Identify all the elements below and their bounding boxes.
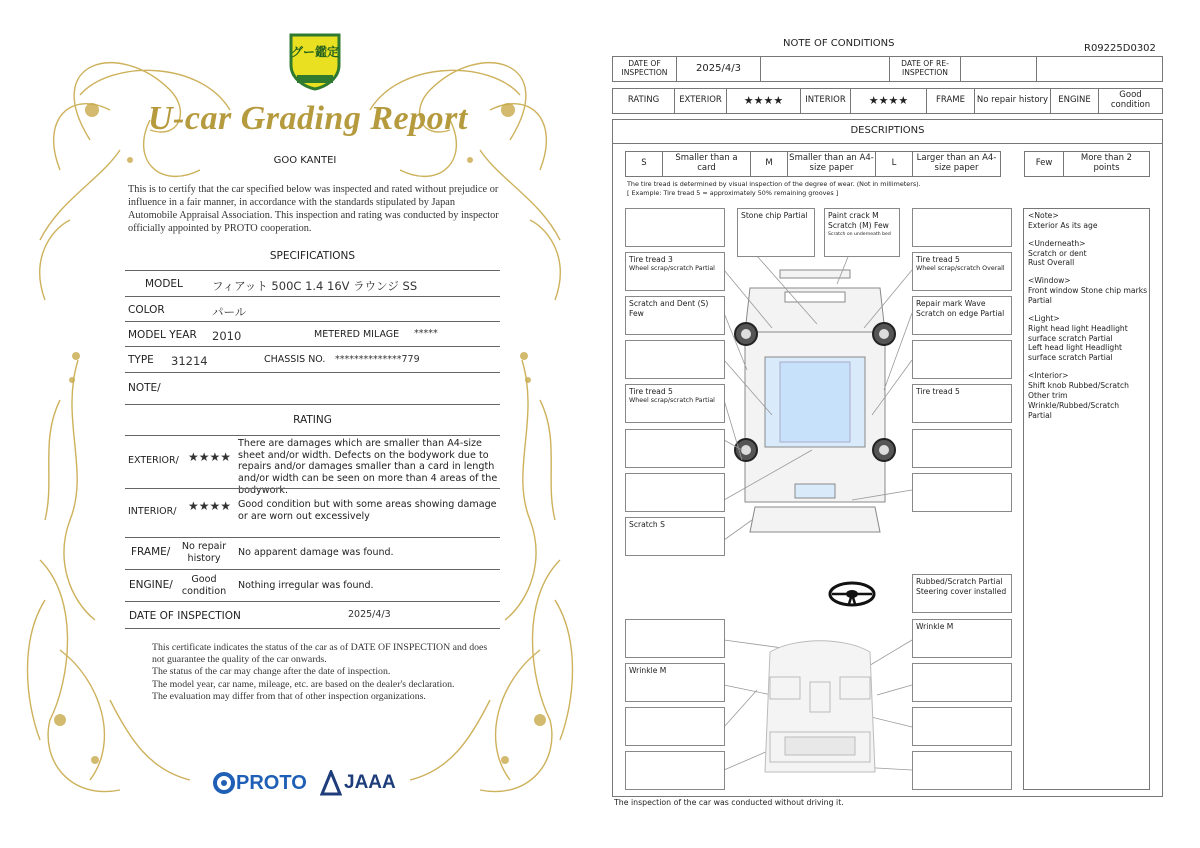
date-of-inspection-label: DATE OF INSPECTION [612, 56, 677, 82]
goo-kantei-badge [287, 31, 343, 91]
interior-label: INTERIOR/ [128, 506, 177, 517]
rating-heading: RATING [293, 414, 332, 426]
divider [125, 435, 500, 436]
interior-description: Good condition but with some areas showing damage or are worn out excessively [238, 499, 497, 522]
note-label: NOTE/ [128, 382, 161, 394]
divider [125, 270, 500, 271]
report-title: U-car Grading Report [148, 100, 468, 137]
description-box-paint-crack [824, 208, 900, 257]
model-year-label: MODEL YEAR [128, 329, 197, 341]
legend-s: S [625, 151, 663, 177]
notes-list [1028, 211, 1148, 428]
reference-number: R09225D0302 [1084, 43, 1156, 54]
legend-m-desc: Smaller than an A4-size paper [787, 151, 876, 177]
disclaimer-line: The evaluation may differ from that of other inspection organizations. [152, 690, 426, 702]
tread-note [627, 180, 921, 199]
note-item: <Underneath> Scratch or dent Rust Overall [1028, 238, 1087, 268]
legend-few: Few [1024, 151, 1064, 177]
jaaa-logo-text: JAAA [344, 772, 396, 793]
jaaa-logo [320, 770, 396, 796]
box-text: Scratch (M) Few [828, 221, 889, 231]
divider [125, 404, 500, 405]
note-item: <Interior> Shift knob Rubbed/Scratch Other trim Wrinkle/Rubbed/Scratch Partial [1028, 371, 1129, 420]
date-value: 2025/4/3 [348, 609, 391, 620]
description-box [912, 473, 1012, 512]
interior-stars: ★★★★ [850, 88, 927, 114]
frame-value: No repair history [974, 88, 1051, 114]
mileage-label: METERED MILAGE [314, 329, 400, 340]
divider [612, 143, 1163, 144]
proto-mark-icon [212, 771, 236, 795]
description-box [912, 751, 1012, 790]
description-box-tire-front-left [625, 252, 725, 291]
engine-value: Good condition [181, 574, 227, 597]
exterior-stars: ★★★★ [726, 88, 801, 114]
legend-l: L [875, 151, 913, 177]
disclaimer [152, 642, 492, 703]
reinspection-value [960, 56, 1037, 82]
description-box-wrinkle-left [625, 663, 725, 702]
description-box-steering [912, 574, 1012, 613]
description-box [625, 473, 725, 512]
box-text: Stone chip Partial [741, 211, 808, 220]
box-text: Paint crack M [828, 211, 879, 220]
proto-logo [212, 770, 307, 796]
type-label: TYPE [128, 354, 154, 366]
model-value: フィアット 500C 1.4 16V ラウンジ SS [212, 279, 418, 293]
divider [125, 296, 500, 297]
note-item: <Window> Front window Stone chip marks Partial [1028, 276, 1148, 306]
box-text: Tire tread 3 [629, 255, 673, 264]
legend-s-desc: Smaller than a card [662, 151, 751, 177]
box-text: Scratch and Dent (S) Few [629, 299, 709, 319]
type-value: 31214 [171, 354, 208, 368]
interior-label: INTERIOR [800, 88, 851, 114]
engine-label: ENGINE/ [129, 579, 173, 591]
disclaimer-line: This certificate indicates the status of the car as of DATE OF INSPECTION and does not guarantee the quality of the car onwards. [152, 642, 488, 666]
badge-text: グー鑑定 [290, 45, 339, 59]
box-subtext: Wheel scrap/scratch Partial [629, 265, 715, 273]
description-box-stone-chip [737, 208, 815, 257]
disclaimer-line: The model year, car name, mileage, etc. are based on the dealer's declaration. [152, 678, 455, 690]
steering-wheel-icon [827, 580, 877, 608]
description-box [625, 340, 725, 379]
description-box-tire-front-right [912, 252, 1012, 291]
divider [125, 488, 500, 489]
description-box [625, 707, 725, 746]
frame-description: No apparent damage was found. [238, 547, 394, 558]
divider [125, 346, 500, 347]
box-text: Tire tread 5 [916, 255, 960, 264]
description-box-tire-rear-right [912, 384, 1012, 423]
divider [125, 537, 500, 538]
chassis-label: CHASSIS NO. [264, 354, 326, 365]
description-box [625, 429, 725, 468]
description-box-tire-rear-left [625, 384, 725, 423]
rating-label: RATING [612, 88, 675, 114]
engine-value: Good condition [1098, 88, 1163, 114]
box-subtext: Wheel scrap/scratch Partial [629, 397, 715, 405]
box-text: Tire tread 5 [629, 387, 673, 396]
description-box [625, 208, 725, 247]
description-box-wrinkle-right [912, 619, 1012, 658]
note-item: <Light> Right head light Headlight surface scratch Partial Left head light Headlight surface scratch Partial [1028, 313, 1128, 363]
description-box-repair-mark [912, 296, 1012, 335]
color-value: パール [212, 305, 247, 319]
description-box [912, 340, 1012, 379]
description-box [912, 429, 1012, 468]
car-interior-diagram [755, 637, 885, 777]
box-text: Repair mark Wave [916, 299, 986, 308]
disclaimer-line: The status of the car may change after the date of inspection. [152, 666, 391, 678]
descriptions-heading: DESCRIPTIONS [850, 125, 925, 136]
model-year-value: 2010 [212, 329, 242, 343]
box-text: Scratch on edge Partial [916, 309, 1005, 319]
tread-note-line: [ Example: Tire tread 5 = approximately 50% remaining grooves ] [627, 189, 839, 198]
proto-logo-text: PROTO [236, 771, 307, 794]
sheet-footer: The inspection of the car was conducted without driving it. [614, 798, 844, 807]
box-text: Tire tread 5 [916, 387, 960, 396]
certificate-intro: This is to certify that the car specified below was inspected and rated without prejudice or influence in a fair manner, in accordance with the standards stipulated by Japan Automobile Appraisal Association. This inspection and rating was conducted by inspector officially appointed by PROTO cooperation. [128, 184, 499, 235]
description-box [625, 619, 725, 658]
description-box [912, 208, 1012, 247]
description-box [625, 751, 725, 790]
divider [125, 601, 500, 602]
jaaa-mark-icon [320, 770, 342, 796]
frame-label: FRAME/ [131, 546, 171, 558]
chassis-value: **************779 [335, 354, 420, 365]
exterior-stars: ★★★★ [188, 450, 232, 464]
date-of-reinspection-label: DATE OF RE-INSPECTION [889, 56, 961, 82]
divider [125, 569, 500, 570]
box-text: Scratch S [629, 520, 665, 529]
date-of-inspection-value: 2025/4/3 [676, 56, 761, 82]
exterior-description: There are damages which are smaller than A4-size sheet and/or width. Defects on the bodywork due to repairs and/or damages smaller than a card in length and/or width can be seen on more than 4 areas of the bodywork. [238, 438, 498, 496]
divider [125, 372, 500, 373]
shield-icon [287, 31, 343, 91]
box-text: Wrinkle M [916, 622, 954, 631]
exterior-label: EXTERIOR [674, 88, 727, 114]
tread-note-line: The tire tread is determined by visual inspection of the degree of wear. (Not in millimeters). [627, 180, 921, 188]
model-label: MODEL [145, 278, 183, 290]
frame-value: No repair history [181, 541, 227, 564]
exterior-label: EXTERIOR/ [128, 455, 179, 466]
divider [125, 321, 500, 322]
divider [125, 628, 500, 629]
engine-label: ENGINE [1050, 88, 1099, 114]
interior-stars: ★★★★ [188, 499, 232, 513]
frame-label: FRAME [926, 88, 975, 114]
box-subtext: Scratch on underneath bed [828, 231, 891, 237]
report-subtitle: GOO KANTEI [273, 155, 337, 166]
legend-l-desc: Larger than an A4-size paper [912, 151, 1001, 177]
specs-heading: SPECIFICATIONS [269, 250, 356, 262]
mileage-value: ***** [414, 328, 438, 339]
legend-m: M [750, 151, 788, 177]
note-item: <Note> Exterior As its age [1028, 211, 1098, 230]
color-label: COLOR [128, 304, 165, 316]
box-text: Steering cover installed [916, 587, 1007, 597]
date-label: DATE OF INSPECTION [129, 610, 241, 622]
blank-cell [760, 56, 890, 82]
sheet-title: NOTE OF CONDITIONS [783, 38, 895, 49]
engine-description: Nothing irregular was found. [238, 580, 374, 591]
description-box [912, 707, 1012, 746]
box-text: Rubbed/Scratch Partial [916, 577, 1003, 586]
description-box [912, 663, 1012, 702]
box-subtext: Wheel scrap/scratch Overall [916, 265, 1005, 273]
description-box-scratch-dent [625, 296, 725, 335]
description-box-scratch-s [625, 517, 725, 556]
legend-few-desc: More than 2 points [1063, 151, 1150, 177]
box-text: Wrinkle M [629, 666, 667, 675]
